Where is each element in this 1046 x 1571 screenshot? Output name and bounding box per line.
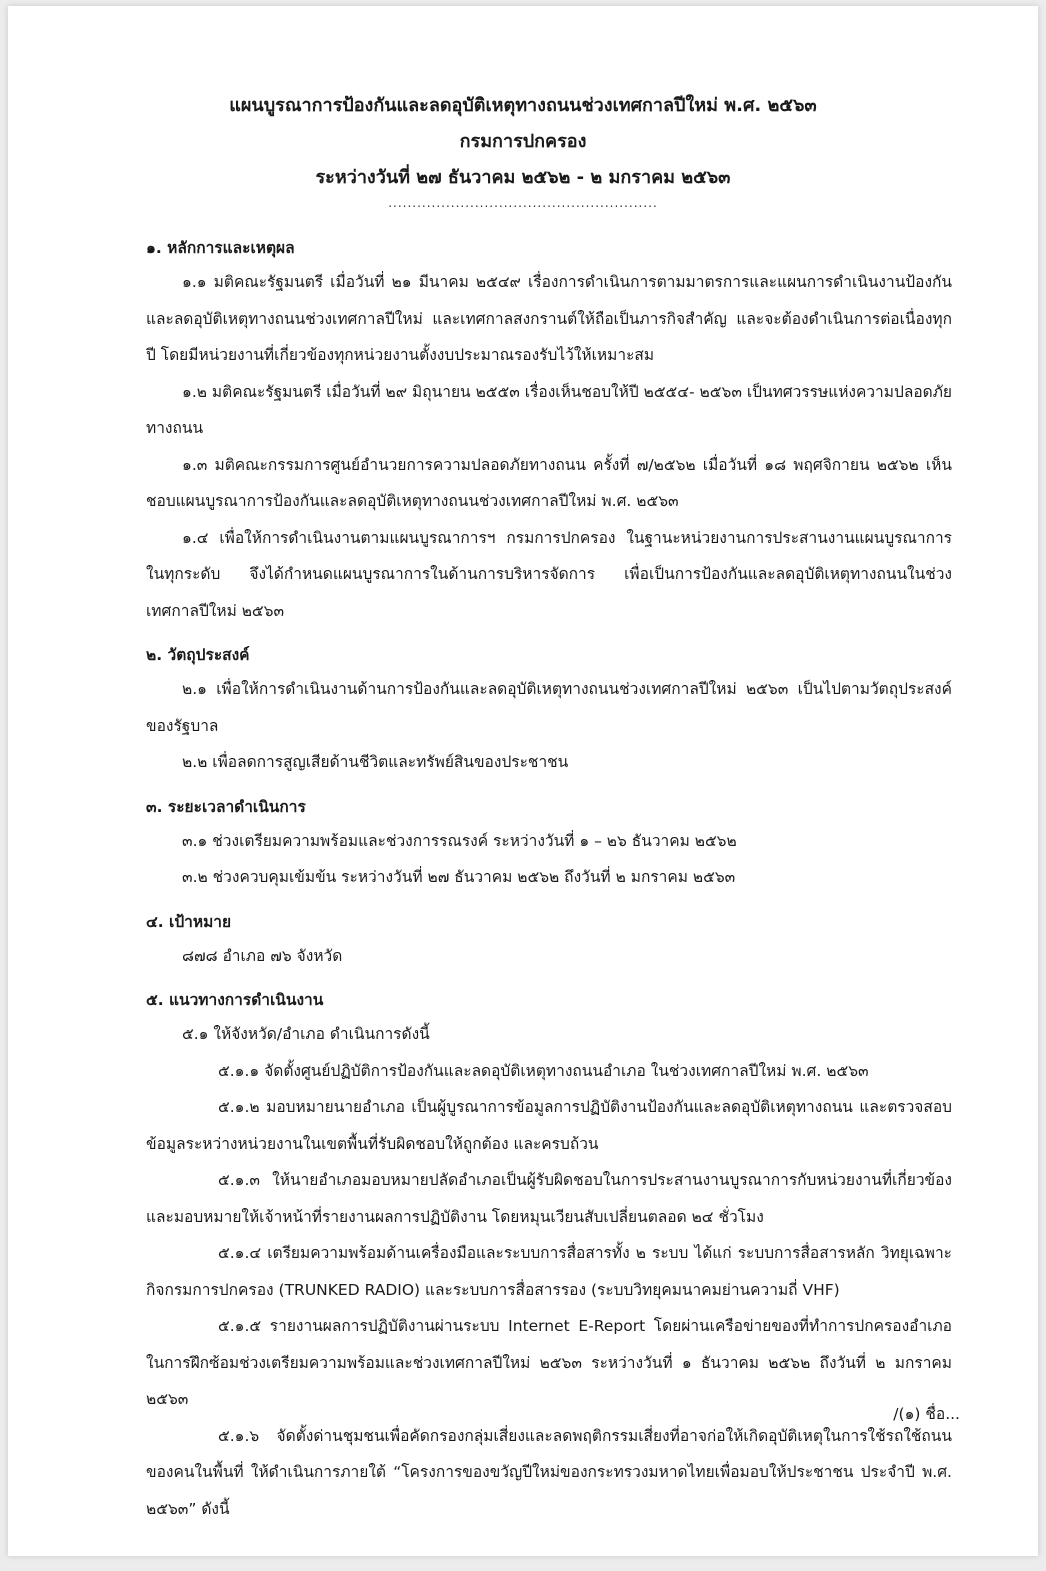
- section-heading: ๔. เป้าหมาย: [146, 912, 232, 931]
- paragraph: ๑.๒ มติคณะรัฐมนตรี เมื่อวันที่ ๒๙ มิถุนายน ๒๕๕๓ เรื่องเห็นชอบให้ปี ๒๕๕๔- ๒๕๖๓ เป็นทศวรรษแห่งความปลอดภัยทางถนน: [146, 382, 952, 437]
- section-timeline: [146, 791, 952, 896]
- section-targets: [146, 906, 952, 975]
- paragraph: ๑.๓ มติคณะกรรมการศูนย์อำนวยการความปลอดภัยทางถนน ครั้งที่ ๗/๒๕๖๒ เมื่อวันที่ ๑๘ พฤศจิกายน ๒๕๖๒ เห็นชอบแผนบูรณาการป้องกันและลดอุบัติเหตุทางถนนช่วงเทศกาลปีใหม่ พ.ศ. ๒๕๖๓: [146, 455, 952, 510]
- section-objectives: [146, 639, 952, 781]
- title-separator: ........................................................: [388, 196, 658, 210]
- paragraph: ๑.๑ มติคณะรัฐมนตรี เมื่อวันที่ ๒๑ มีนาคม ๒๕๔๙ เรื่องการดำเนินการตามมาตรการและแผนการดำเนินงานป้องกันและลดอุบัติเหตุทางถนนช่วงเทศกาลปีใหม่ และเทศกาลสงกรานต์ให้ถือเป็นภารกิจสำคัญ และจะต้องดำเนินการต่อเนื่องทุกปี โดยมีหน่วยงานที่เกี่ยวข้องทุกหน่วยงานตั้งงบประมาณรองรับไว้ให้เหมาะสม: [146, 273, 952, 364]
- department-name: กรมการปกครอง: [459, 131, 587, 152]
- paragraph: ๓.๒ ช่วงควบคุมเข้มข้น ระหว่างวันที่ ๒๗ ธันวาคม ๒๕๖๒ ถึงวันที่ ๒ มกราคม ๒๕๖๓: [182, 868, 736, 886]
- section-heading: ๑. หลักการและเหตุผล: [146, 239, 295, 257]
- date-range: ระหว่างวันที่ ๒๗ ธันวาคม ๒๕๖๒ - ๒ มกราคม ๒๕๖๓: [315, 167, 731, 188]
- paragraph: ๕.๑ ให้จังหวัด/อำเภอ ดำเนินการดังนี้: [182, 1025, 430, 1043]
- paragraph: ๒.๒ เพื่อลดการสูญเสียด้านชีวิตและทรัพย์สินของประชาชน: [182, 753, 569, 771]
- document-title: แผนบูรณาการป้องกันและลดอุบัติเหตุทางถนนช่วงเทศกาลปีใหม่ พ.ศ. ๒๕๖๓: [229, 95, 817, 116]
- list-item: ๕.๑.๔ เตรียมความพร้อมด้านเครื่องมือและระบบการสื่อสารทั้ง ๒ ระบบ ได้แก่ ระบบการสื่อสารหลัก วิทยุเฉพาะกิจกรมการปกครอง (TRUNKED RADIO) และระบบการสื่อสารรอง (ระบบวิทยุคมนาคมย่านความถี่ VHF): [146, 1244, 952, 1299]
- page-continuation-marker: /(๑) ชื่อ...: [893, 1405, 960, 1423]
- section-heading: ๓. ระยะเวลาดำเนินการ: [146, 797, 306, 816]
- list-item: ๕.๑.๕ รายงานผลการปฏิบัติงานผ่านระบบ Internet E-Report โดยผ่านเครือข่ายของที่ทำการปกครองอำเภอในการฝึกซ้อมช่วงเตรียมความพร้อมและช่วงเทศกาลปีใหม่ ๒๕๖๓ ระหว่างวันที่ ๑ ธันวาคม ๒๕๖๒ ถึงวันที่ ๒ มกราคม ๒๕๖๓: [146, 1317, 952, 1408]
- section-heading: ๕. แนวทางการดำเนินงาน: [146, 991, 324, 1009]
- section-guidelines: [146, 984, 952, 1527]
- list-item: ๕.๑.๒ มอบหมายนายอำเภอ เป็นผู้บูรณาการข้อมูลการปฏิบัติงานป้องกันและลดอุบัติเหตุทางถนน และตรวจสอบข้อมูลระหว่างหน่วยงานในเขตพื้นที่รับผิดชอบให้ถูกต้อง และครบถ้วน: [146, 1098, 952, 1153]
- paragraph: ๒.๑ เพื่อให้การดำเนินงานด้านการป้องกันและลดอุบัติเหตุทางถนนช่วงเทศกาลปีใหม่ ๒๕๖๓ เป็นไปตามวัตถุประสงค์ของรัฐบาล: [146, 680, 952, 735]
- list-item: ๕.๑.๖ จัดตั้งด่านชุมชนเพื่อคัดกรองกลุ่มเสี่ยงและลดพฤติกรรมเสี่ยงที่อาจก่อให้เกิดอุบัติเหตุในการใช้รถใช้ถนนของคนในพื้นที่ ให้ดำเนินการภายใต้ “โครงการของขวัญปีใหม่ของกระทรวงมหาดไทยเพื่อมอบให้ประชาชน ประจำปี พ.ศ. ๒๕๖๓” ดังนี้: [146, 1426, 952, 1518]
- list-item: ๕.๑.๓ ให้นายอำเภอมอบหมายปลัดอำเภอเป็นผู้รับผิดชอบในการประสานงานบูรณาการกับหน่วยงานที่เกี่ยวข้อง และมอบหมายให้เจ้าหน้าที่รายงานผลการปฏิบัติงาน โดยหมุนเวียนสับเปลี่ยนตลอด ๒๔ ชั่วโมง: [146, 1171, 952, 1226]
- paragraph: ๑.๔ เพื่อให้การดำเนินงานตามแผนบูรณาการฯ กรมการปกครอง ในฐานะหน่วยงานการประสานงานแผนบูรณาการในทุกระดับ จึงได้กำหนดแผนบูรณาการในด้านการบริหารจัดการ เพื่อเป็นการป้องกันและลดอุบัติเหตุทางถนนในช่วงเทศกาลปีใหม่ ๒๕๖๓: [146, 528, 952, 620]
- document-body: [146, 232, 952, 1527]
- list-item: ๕.๑.๑ จัดตั้งศูนย์ปฏิบัติการป้องกันและลดอุบัติเหตุทางถนนอำเภอ ในช่วงเทศกาลปีใหม่ พ.ศ. ๒๕๖๓: [218, 1061, 869, 1080]
- section-heading: ๒. วัตถุประสงค์: [146, 646, 250, 664]
- document-page: [8, 6, 1038, 1556]
- paragraph: ๓.๑ ช่วงเตรียมความพร้อมและช่วงการรณรงค์ ระหว่างวันที่ ๑ – ๒๖ ธันวาคม ๒๕๖๒: [182, 831, 737, 850]
- paragraph: ๘๗๘ อำเภอ ๗๖ จังหวัด: [182, 946, 343, 965]
- document-title-block: [8, 88, 1038, 196]
- section-rationale: [146, 232, 952, 629]
